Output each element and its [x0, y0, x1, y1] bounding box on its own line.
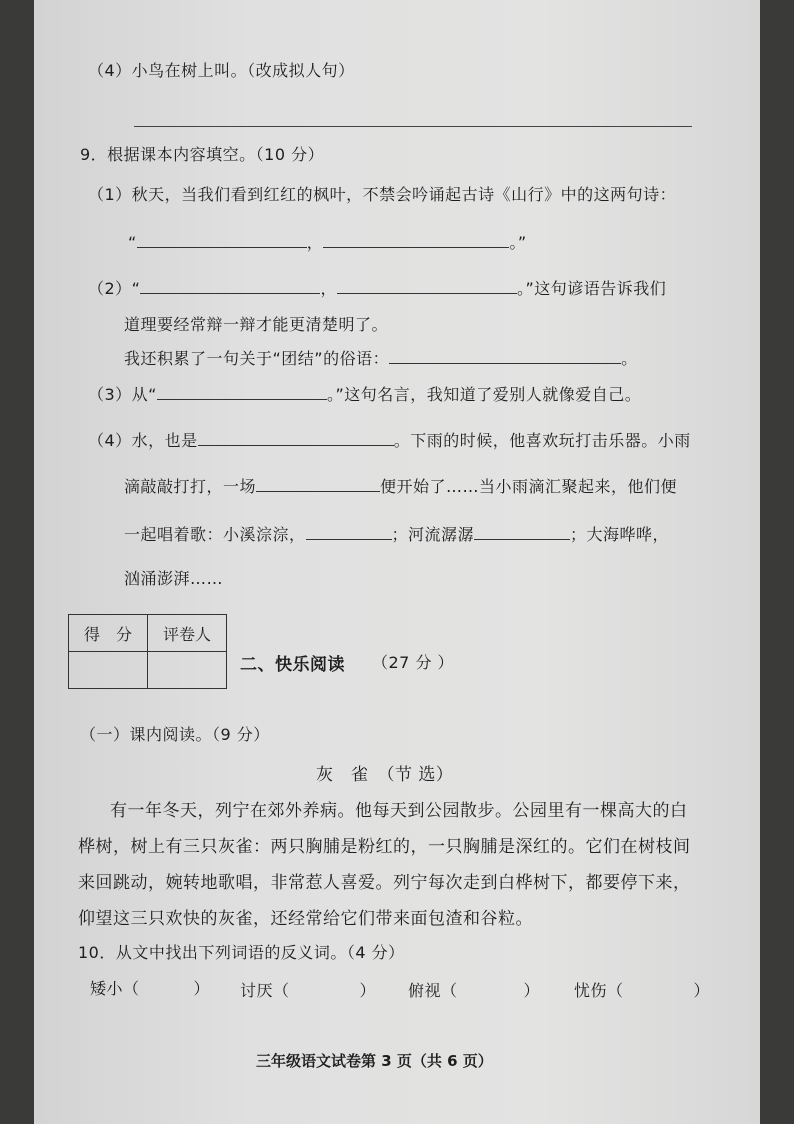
text: ；河流潺潺	[391, 525, 475, 544]
passage-line-3: 来回跳动，婉转地歌唱，非常惹人喜爱。列宁每次走到白桦树下，都要停下来，	[78, 873, 691, 893]
passage-title: 灰 雀 （节 选）	[316, 765, 454, 785]
passage-line-4: 仰望这三只欢快的灰雀，还经常给它们带来面包渣和谷粒。	[78, 909, 533, 929]
comma: ，	[320, 279, 337, 298]
q8-item4: （4）小鸟在树上叫。（改成拟人句）	[88, 61, 355, 80]
close-paren: ）	[359, 981, 377, 1000]
word-label: 忧伤（	[574, 981, 624, 1000]
close-paren: ）	[693, 981, 711, 1000]
q8-answer-line	[134, 126, 692, 127]
close-quote: 。”	[509, 233, 527, 252]
close-paren: ）	[523, 981, 541, 1000]
rain-blank[interactable]	[256, 475, 380, 492]
comma: ，	[306, 233, 324, 252]
section2-title: 二、快乐阅读	[240, 655, 345, 675]
q9-item1-blanks	[128, 230, 527, 253]
q9-item4-end: 。下雨的时候，他喜欢玩打击乐器。小雨	[393, 431, 691, 450]
text: ；大海哗哗，	[570, 525, 670, 544]
q9-item2-line2: 道理要经常辩一辩才能更清楚明了。	[124, 315, 389, 334]
q9-item3-end: 。”这句名言，我知道了爱别人就像爱自己。	[326, 385, 642, 404]
q9-item4-line2	[124, 474, 677, 497]
q10-word-4	[574, 978, 710, 1001]
score-cell[interactable]	[69, 652, 148, 689]
text: 一起唱着歌：小溪淙淙，	[124, 525, 306, 544]
word-label: 矮小（	[90, 979, 140, 998]
score-header: 得 分	[69, 615, 148, 652]
q10-title: 10．从文中找出下列词语的反义词。（4 分）	[78, 943, 405, 962]
creek-blank[interactable]	[306, 523, 392, 540]
q9-item3	[88, 382, 641, 405]
q9-item4-start: （4）水，也是	[88, 431, 198, 450]
poem-blank-1[interactable]	[137, 231, 307, 248]
section2-points: （27 分 ）	[372, 653, 455, 672]
text: 便开始了……当小雨滴汇聚起来，他们便	[380, 477, 678, 496]
proverb-blank-1[interactable]	[140, 277, 320, 294]
river-blank[interactable]	[474, 523, 570, 540]
page-footer: 三年级语文试卷第 3 页（共 6 页）	[256, 1052, 493, 1070]
unity-proverb-blank[interactable]	[389, 347, 621, 364]
reading-subtitle: （一）课内阅读。（9 分）	[80, 725, 270, 744]
passage-line-1: 有一年冬天，列宁在郊外养病。他每天到公园散步。公园里有一棵高大的白	[110, 801, 688, 821]
q9-item2-start: （2）“	[88, 279, 141, 298]
q9-item4	[88, 428, 691, 451]
q9-item2	[88, 276, 666, 299]
q9-item4-line3	[124, 522, 669, 545]
word-label: 讨厌（	[240, 981, 290, 1000]
water-blank[interactable]	[198, 429, 394, 446]
q9-item1: （1）秋天，当我们看到红红的枫叶，不禁会吟诵起古诗《山行》中的这两句诗：	[88, 185, 677, 204]
close-paren: ）	[193, 979, 211, 998]
poem-blank-2[interactable]	[323, 231, 509, 248]
q9-item2-end: 。”这句谚语告诉我们	[517, 279, 667, 298]
proverb-blank-2[interactable]	[337, 277, 517, 294]
q10-word-2	[240, 978, 376, 1001]
passage-line-2: 桦树，树上有三只灰雀：两只胸脯是粉红的，一只胸脯是深红的。它们在树枝间	[78, 837, 691, 857]
grader-header: 评卷人	[148, 615, 227, 652]
q10-word-1	[90, 976, 210, 999]
period: 。	[621, 349, 638, 368]
q9-item3-start: （3）从“	[88, 385, 157, 404]
unity-proverb-prompt: 我还积累了一句关于“团结”的俗语：	[124, 349, 390, 368]
grader-cell[interactable]	[148, 652, 227, 689]
q9-item4-line4: 汹涌澎湃……	[124, 569, 224, 588]
exam-page	[34, 0, 760, 1124]
q9-title: 9．根据课本内容填空。（10 分）	[80, 145, 325, 164]
quote-blank[interactable]	[157, 383, 327, 400]
q9-item2-line3	[124, 346, 638, 369]
score-table	[68, 614, 227, 689]
word-label: 俯视（	[408, 981, 458, 1000]
q10-word-3	[408, 978, 540, 1001]
text: 滴敲敲打打，一场	[124, 477, 257, 496]
open-quote: “	[128, 233, 137, 252]
